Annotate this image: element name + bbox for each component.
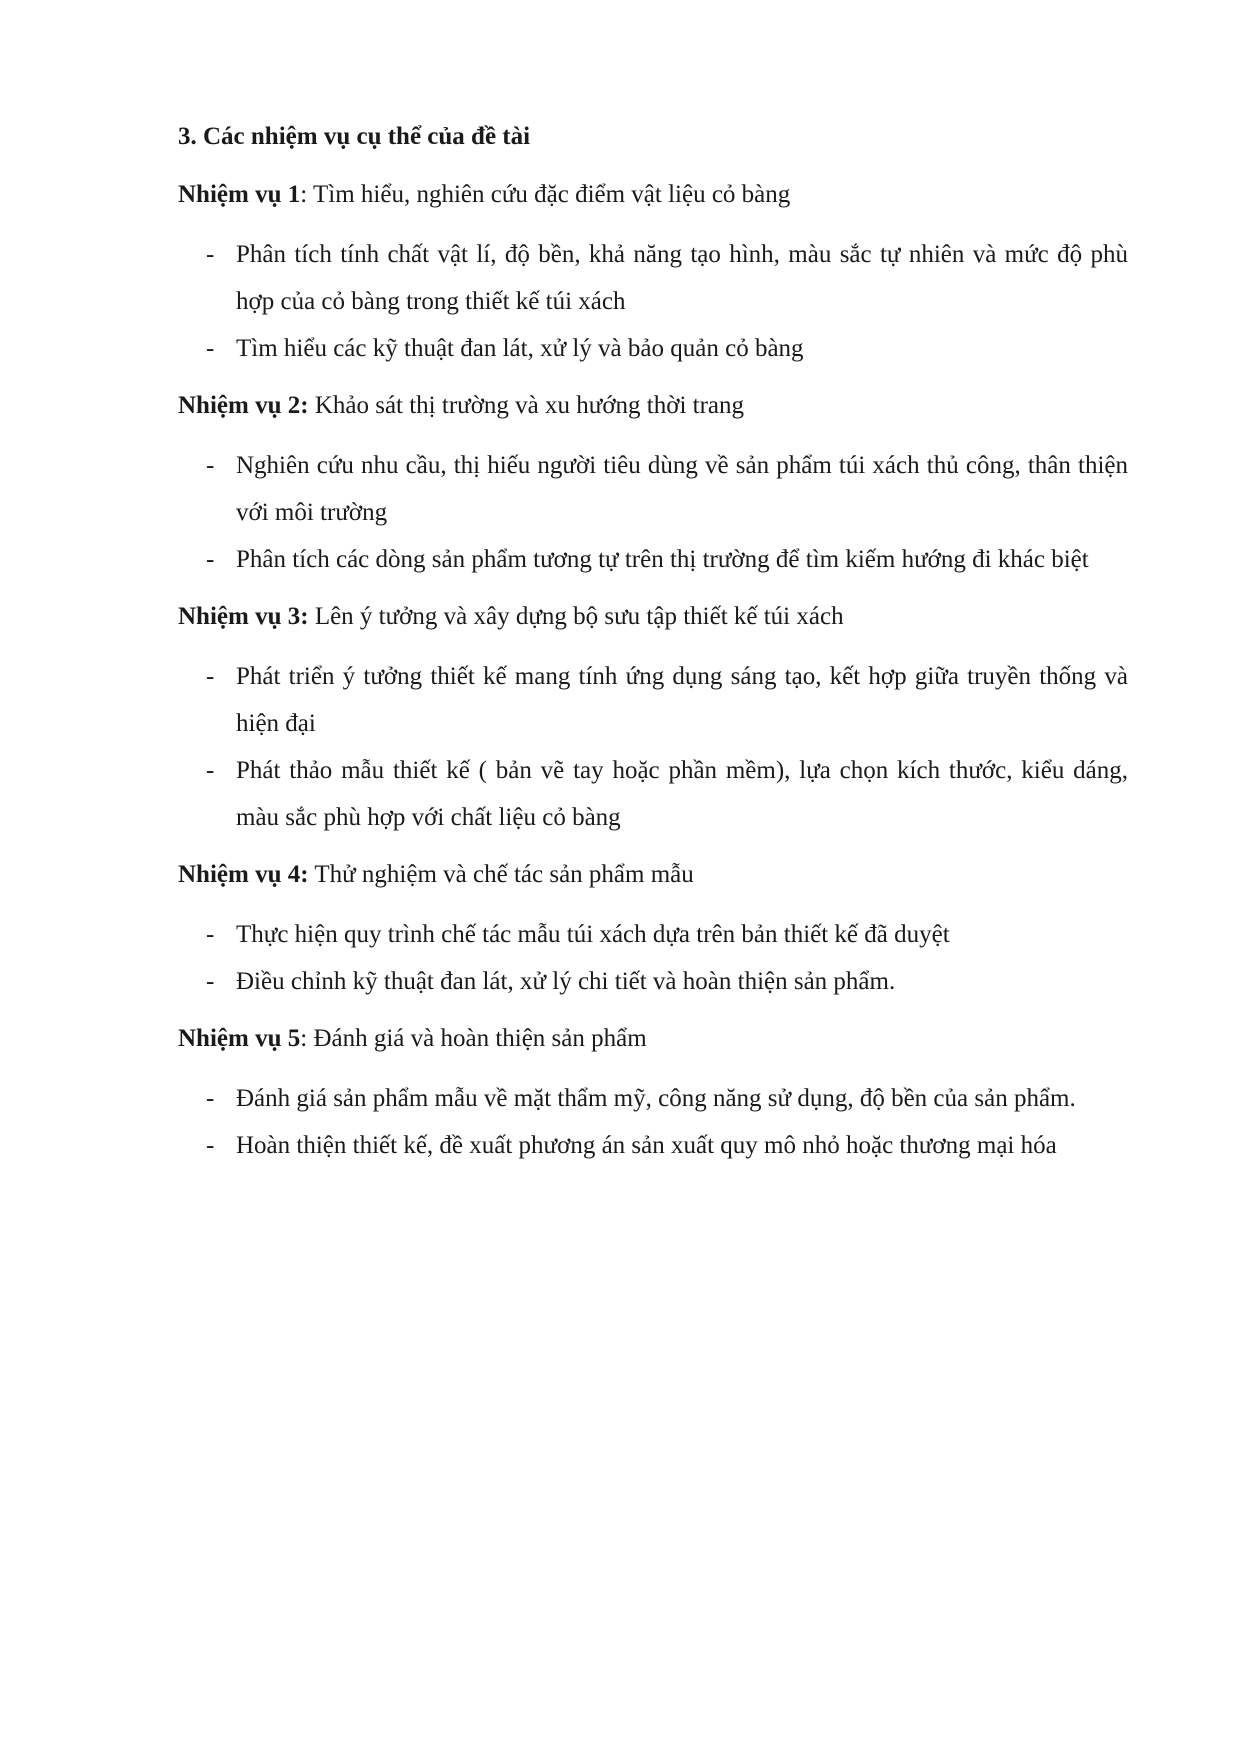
bullet-dash: - [206,241,215,268]
bullet-dash: - [206,335,215,362]
list-item [178,958,1128,1005]
task-label: Nhiệm vụ 4: [178,861,309,888]
section-title: 3. Các nhiệm vụ cụ thể của đề tài [178,123,531,150]
task-title: Thử nghiệm và chế tác sản phẩm mẫu [308,861,694,888]
task-label: Nhiệm vụ 1 [178,181,301,208]
list-item [178,1122,1128,1169]
document-body [178,117,1128,1183]
bullet-list [178,911,1128,1005]
task-label-separator: : [300,1025,308,1052]
task-heading [178,386,1128,426]
bullet-text: Đánh giá sản phẩm mẫu về mặt thẩm mỹ, công năng sử dụng, độ bền của sản phẩm. [236,1085,1076,1112]
task-heading [178,175,1128,215]
bullet-list [178,653,1128,841]
task-title: Đánh giá và hoàn thiện sản phẩm [307,1025,647,1052]
list-item [178,911,1128,958]
task-heading [178,855,1128,895]
task-section [178,855,1128,1005]
bullet-text: Tìm hiểu các kỹ thuật đan lát, xử lý và bảo quản cỏ bàng [236,335,804,362]
list-item [178,653,1128,747]
bullet-text: Phân tích các dòng sản phẩm tương tự trên thị trường để tìm kiếm hướng đi khác biệt [236,546,1089,573]
task-title: Lên ý tưởng và xây dựng bộ sưu tập thiết kế túi xách [308,603,844,630]
task-label: Nhiệm vụ 2: [178,392,309,419]
task-heading [178,1019,1128,1059]
bullet-dash: - [206,663,215,690]
bullet-dash: - [206,1085,215,1112]
task-title: Khảo sát thị trường và xu hướng thời trang [308,392,745,419]
bullet-dash: - [206,968,215,995]
task-section [178,175,1128,372]
bullet-list [178,231,1128,372]
bullet-dash: - [206,921,215,948]
list-item [178,1075,1128,1122]
bullet-list [178,1075,1128,1169]
list-item [178,747,1128,841]
bullet-text: Hoàn thiện thiết kế, đề xuất phương án sản xuất quy mô nhỏ hoặc thương mại hóa [236,1132,1057,1159]
bullet-dash: - [206,757,215,784]
bullet-text: Phân tích tính chất vật lí, độ bền, khả năng tạo hình, màu sắc tự nhiên và mức độ phù hợp của cỏ bàng trong thiết kế túi xách [236,241,1128,315]
task-label: Nhiệm vụ 5 [178,1025,301,1052]
task-title: Tìm hiểu, nghiên cứu đặc điểm vật liệu cỏ bàng [307,181,791,208]
bullet-dash: - [206,546,215,573]
bullet-text: Nghiên cứu nhu cầu, thị hiếu người tiêu dùng về sản phẩm túi xách thủ công, thân thiện với môi trường [236,452,1128,526]
bullet-text: Phát thảo mẫu thiết kế ( bản vẽ tay hoặc phần mềm), lựa chọn kích thước, kiểu dáng, màu sắc phù hợp với chất liệu cỏ bàng [236,757,1128,831]
task-label-separator: : [300,181,308,208]
list-item [178,325,1128,372]
bullet-text: Phát triển ý tưởng thiết kế mang tính ứng dụng sáng tạo, kết hợp giữa truyền thống và hiện đại [236,663,1128,737]
task-heading [178,597,1128,637]
bullet-dash: - [206,1132,215,1159]
task-section [178,386,1128,583]
bullet-list [178,442,1128,583]
bullet-dash: - [206,452,215,479]
list-item [178,536,1128,583]
list-item [178,442,1128,536]
task-section [178,1019,1128,1169]
task-label: Nhiệm vụ 3: [178,603,309,630]
list-item [178,231,1128,325]
bullet-text: Điều chỉnh kỹ thuật đan lát, xử lý chi tiết và hoàn thiện sản phẩm. [236,968,896,995]
task-list [178,175,1128,1169]
task-section [178,597,1128,841]
bullet-text: Thực hiện quy trình chế tác mẫu túi xách dựa trên bản thiết kế đã duyệt [236,921,950,948]
